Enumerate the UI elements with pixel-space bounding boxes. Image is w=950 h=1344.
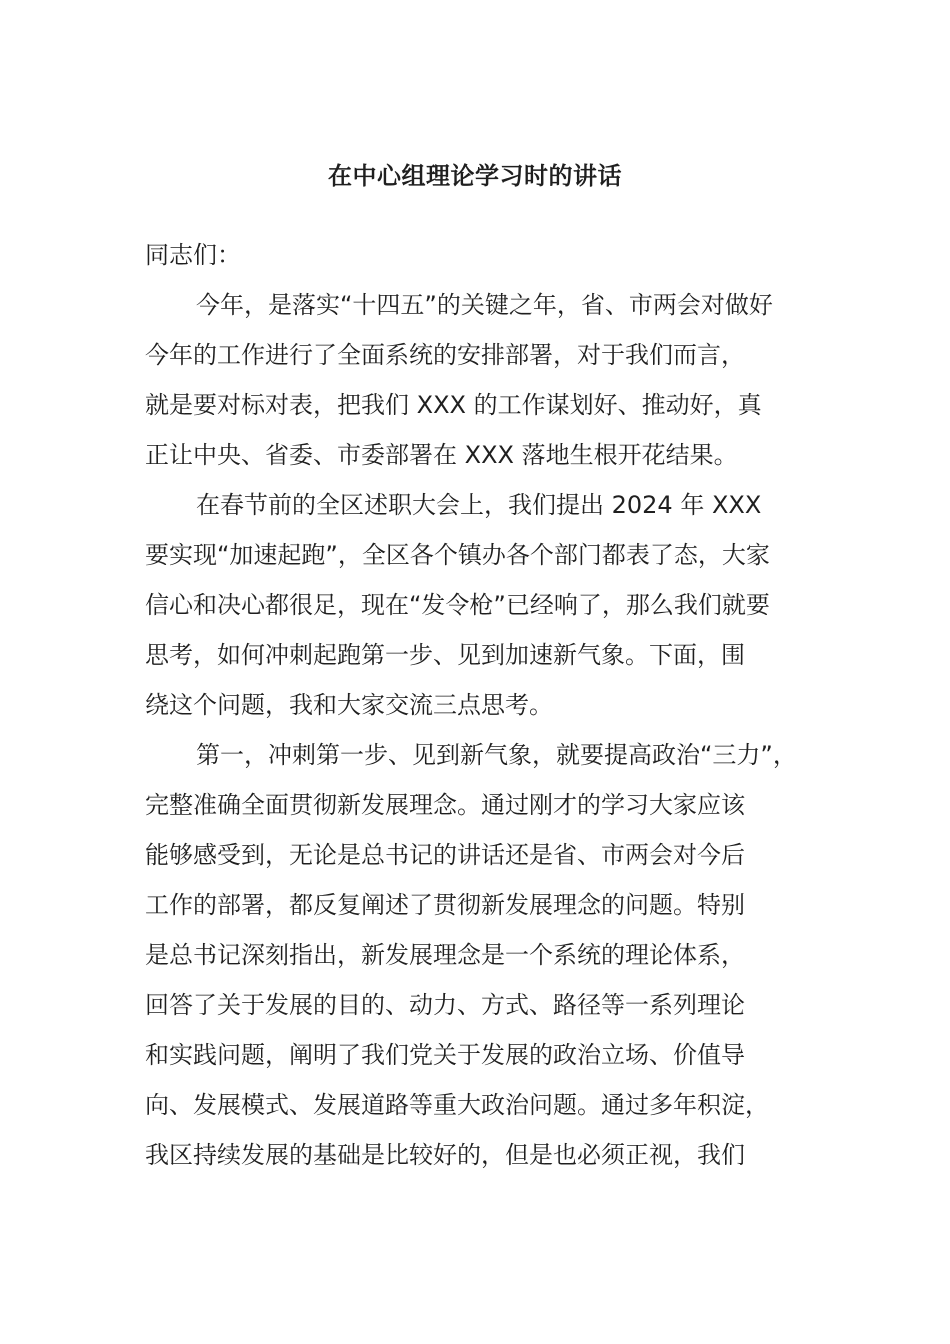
paragraph-3-line-5: 是总书记深刻指出，新发展理念是一个系统的理论体系， [145,941,745,969]
paragraph-2-line-2: 要实现“加速起跑”，全区各个镇办各个部门都表了态，大家 [145,541,770,569]
paragraph-1-line-1: 今年，是落实“十四五”的关键之年，省、市两会对做好 [196,291,773,319]
paragraph-3-line-2: 完整准确全面贯彻新发展理念。通过刚才的学习大家应该 [145,791,745,819]
paragraph-2-line-1: 在春节前的全区述职大会上，我们提出 2024 年 XXX [196,491,762,519]
paragraph-3-line-9: 我区持续发展的基础是比较好的，但是也必须正视，我们 [145,1141,745,1169]
paragraph-3-line-3: 能够感受到，无论是总书记的讲话还是省、市两会对今后 [145,841,745,869]
paragraph-3-line-7: 和实践问题，阐明了我们党关于发展的政治立场、价值导 [145,1041,745,1069]
paragraph-3-line-8: 向、发展模式、发展道路等重大政治问题。通过多年积淀， [145,1091,769,1119]
document-body [145,230,835,1180]
paragraph-2-line-3: 信心和决心都很足，现在“发令枪”已经响了，那么我们就要 [145,591,770,619]
paragraph-2-line-5: 绕这个问题，我和大家交流三点思考。 [145,691,553,719]
paragraph-1-line-2: 今年的工作进行了全面系统的安排部署，对于我们而言， [145,341,745,369]
paragraph-1-line-3: 就是要对标对表，把我们 XXX 的工作谋划好、推动好，真 [145,391,762,419]
paragraph-3-line-6: 回答了关于发展的目的、动力、方式、路径等一系列理论 [145,991,745,1019]
paragraph-3-line-4: 工作的部署，都反复阐述了贯彻新发展理念的问题。特别 [145,891,745,919]
paragraph-1-line-4: 正让中央、省委、市委部署在 XXX 落地生根开花结果。 [145,441,738,469]
paragraph-3-line-1: 第一，冲刺第一步、见到新气象，就要提高政治“三力”， [196,741,797,769]
document-title: 在中心组理论学习时的讲话 [328,162,622,190]
paragraph-2-line-4: 思考，如何冲刺起跑第一步、见到加速新气象。下面，围 [145,641,745,669]
salutation-line: 同志们： [145,241,241,269]
